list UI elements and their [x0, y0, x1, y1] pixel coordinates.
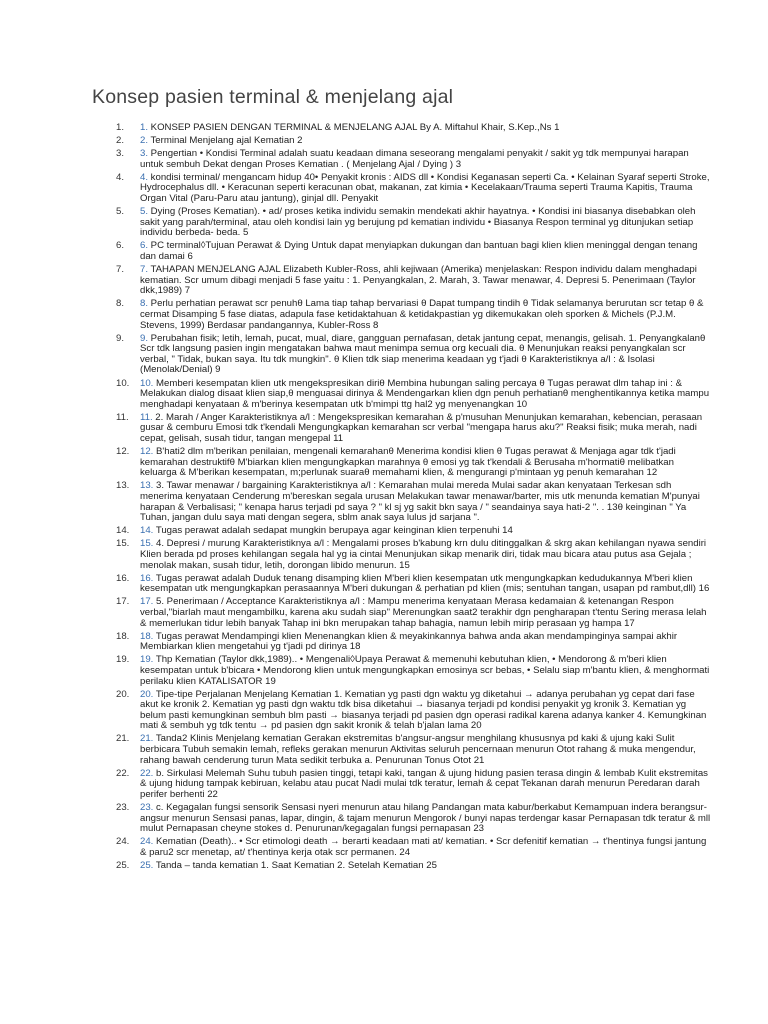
item-text: Tugas perawat Mendampingi klien Menenangkan klien & meyakinkannya bahwa anda akan mendampinginya sampai akhir Membiarkan klien mengetahui yg t'jadi pd dirinya 18	[140, 630, 678, 653]
item-link[interactable]: 24.	[140, 836, 154, 848]
list-marker: 8.	[116, 298, 125, 310]
list-marker: 24.	[116, 836, 130, 848]
item-link[interactable]: 10.	[140, 377, 154, 389]
page-title: Konsep pasien terminal & menjelang ajal	[92, 86, 454, 108]
list-marker: 12.	[116, 446, 130, 458]
item-text: Tugas perawat adalah sedapat mungkin berupaya agar keinginan klien terpenuhi 14	[153, 525, 513, 537]
item-text: 2. Marah / Anger Karakteristiknya a/l : Mengekspresikan kemarahan & p'musuhan Menunjukan kemarahan, kebencian, perasaan gusar & cemburu Emosi tdk t'kendali Mengungkapkan kemarahan scr verbal "mengapa harus aku?" Reaksi fisik; muka merah, nadi cepat, gelisah, susah tidur, tangan mengepal 11	[140, 411, 703, 445]
item-text: Perubahan fisik; letih, lemah, pucat, mual, diare, gangguan pernafasan, detak jantung cepat, menangis, gelisah. 1. Penyangkalanθ Scr tdk langsung pasien ingin mengatakan bahwa maut menimpa semua org kecuali dia. θ Menunjukan reaksi penyangkalan scr verbal, " Tidak, bukan saya. Itu tdk mungkin". θ Klien tdk siap menerima keadaan yg t'jadi θ Karakteristiknya a/l : & Isolasi (Menolak/Denial) 9	[140, 332, 706, 376]
slide-text-list	[90, 123, 712, 874]
list-item	[90, 597, 712, 629]
item-link[interactable]: 7.	[140, 264, 149, 276]
item-link[interactable]: 3.	[140, 148, 149, 160]
item-text: Pengertian • Kondisi Terminal adalah suatu keadaan dimana seseorang mengalami penyakit / sakit yg tdk mempunyai harapan untuk sembuh Dekat dengan Proses Kematian . ( Menjelang Ajal / Dying ) 3	[140, 148, 689, 170]
list-item	[90, 379, 712, 411]
list-marker: 20.	[116, 688, 130, 700]
list-item	[90, 837, 712, 858]
list-item	[90, 149, 712, 170]
item-link[interactable]: 4.	[140, 171, 149, 183]
item-text: B'hati2 dlm m'berikan penilaian, mengenali kemarahanθ Menerima kondisi klien θ Tugas perawat & Menjaga agar tdk t'jadi kemarahan destruktifθ M'biarkan klien mengungkapkan marahnya θ emosi yg tak t'kendali & Berusaha m'hormatiθ melibatkan keluarga & M'berikan kesempatan, m;perlunak suaraθ memahami klien, & mengurangi p'mintaan yg penuh kemarahan 12	[140, 446, 676, 479]
list-item	[90, 207, 712, 239]
list-marker: 23.	[116, 802, 130, 814]
item-text: 4. Depresi / murung Karakteristiknya a/l : Mengalami proses b'kabung krn dulu ditinggalkan & skrg akan kehilangan nyawa sendiri Klien berada pd proses kehilangan segala hal yg ia cintai Menunjukan sikap menarik diri, tidak mau bicara atau putus asa Gejala ; menolak makan, susah tidur, letih, dorongan libido menurun. 15	[140, 538, 707, 571]
item-link[interactable]: 18.	[140, 630, 154, 642]
list-item	[90, 769, 712, 801]
item-link[interactable]: 14.	[140, 525, 154, 537]
list-marker: 4.	[116, 171, 125, 183]
item-text: 5. Penerimaan / Acceptance Karakteristiknya a/l : Mampu menerima kenyataan Merasa kedamaian & ketenangan Respon verbal,"biarlah maut mengambilku, karena aku sudah siap" Merenungkan saat2 terakhir dgn pengharapan t'tentu Sering merasa lelah & memerlukan tidur lebih banyak Tahap ini bkn merupakan tahap bahagia, namun lebih mirip perasaan yg hampa 17	[140, 596, 707, 629]
item-link[interactable]: 20.	[140, 688, 154, 700]
item-link[interactable]: 15.	[140, 538, 154, 550]
item-text: PC terminal◊Tujuan Perawat & Dying Untuk dapat menyiapkan dukungan dan bantuan bagi klien klien meninggal dengan tenang dan damai 6	[140, 240, 698, 263]
item-link[interactable]: 5.	[140, 206, 149, 218]
list-item	[90, 655, 712, 687]
list-item	[90, 173, 712, 205]
list-item	[90, 123, 712, 134]
list-item	[90, 265, 712, 297]
list-marker: 16.	[116, 572, 130, 584]
item-link[interactable]: 25.	[140, 860, 154, 871]
item-text: Terminal Menjelang ajal Kematian 2	[148, 135, 303, 147]
item-text: Tipe-tipe Perjalanan Menjelang Kematian 1. Kematian yg pasti dgn waktu yg diketahui → adanya perubahan yg cepat dari fase akut ke kronik 2. Kematian yg pasti dgn waktu tdk bisa diketahui → biasanya terjadi pd kondisi penyakit yg kronik 3. Kematian yg belum pasti kemungkinan sembuh blm pasti → biasanya terjadi pd pasien dgn operasi radikal karena adanya kanker 4. Kemungkinan mati & sembuh yg tdk tentu → pd pasien dgn sakit kronik & telah b'jalan lama 20	[140, 688, 707, 732]
item-text: kondisi terminal/ mengancam hidup 40• Penyakit kronis : AIDS dll • Kondisi Keganasan seperti Ca. • Kelainan Syaraf seperti Stroke, Hydrocephalus dll. • Keracunan seperti keracunan obat, makanan, zat kimia • Kecelakaan/Trauma seperti Trauma Kapitis, Trauma Organ Vital (Paru-Paru atau jantung), ginjal dll. Penyakit	[140, 171, 710, 205]
item-link[interactable]: 23.	[140, 802, 154, 814]
item-text: Memberi kesempatan klien utk mengekspresikan diriθ Membina hubungan saling percaya θ Tugas perawat dlm tahap ini : & Melakukan dialog disaat klien siap,θ menguasai dirinya & Mendengarkan klien dgn penuh perhatianθ menghentikannya ketika mampu menghadapi kenyataan & m'berinya kesempatan utk b'mimpi ttg hal2 yg menyenangkan 10	[140, 377, 710, 410]
list-marker: 1.	[116, 122, 125, 133]
list-marker: 17.	[116, 596, 130, 608]
item-link[interactable]: 19.	[140, 654, 154, 666]
list-marker: 3.	[116, 148, 125, 160]
list-item	[90, 241, 712, 262]
list-item	[90, 413, 712, 445]
item-link[interactable]: 8.	[140, 298, 149, 310]
item-text: 3. Tawar menawar / bargaining Karakteristiknya a/l : Kemarahan mulai mereda Mulai sadar akan kenyataan Terkesan sdh menerima kenyataan Cenderung m'bereskan segala urusan Melakukan tawar menawar/barter, mis utk menunda kematian M'punyai harapan & Verbalisasi; " kenapa harus terjadi pd saya ? " kl sj yg sakit bkn saya / " seandainya saya hati-2 ". . 13θ keinginan " Ya Tuhan, jangan dulu saya mati dengan segera, sblm anak saya lulus jd sarjana ".	[140, 480, 700, 524]
item-link[interactable]: 9.	[140, 332, 149, 344]
list-marker: 21.	[116, 733, 130, 745]
list-marker: 7.	[116, 264, 125, 276]
item-text: Tanda – tanda kematian 1. Saat Kematian 2. Setelah Kematian 25	[153, 860, 437, 871]
list-marker: 22.	[116, 767, 130, 779]
item-link[interactable]: 22.	[140, 767, 154, 779]
list-marker: 10.	[116, 377, 130, 389]
item-text: c. Kegagalan fungsi sensorik Sensasi nyeri menurun atau hilang Pandangan mata kabur/berkabut Kemampuan indera berangsur-angsur menurun Sensasi panas, lapar, dingin, & tajam menurun Mengorok / bunyi napas terdengar kasar Pernapasan tdk teratur & mll mulut Pernapasan cheyne stokes d. Penurunan/kegagalan fungsi pernapasan 23	[140, 802, 711, 835]
list-item	[90, 632, 712, 653]
item-link[interactable]: 6.	[140, 240, 149, 252]
list-marker: 2.	[116, 135, 125, 147]
item-text: b. Sirkulasi Melemah Suhu tubuh pasien tinggi, tetapi kaki, tangan & ujung hidung pasien terasa dingin & lembab Kulit ekstremitas & ujung hidung tampak kebiruan, kelabu atau pucat Nadi mulai tdk teratur, lemah & cepat Tekanan darah menurun Peredaran darah perifer berhenti 22	[140, 767, 708, 800]
list-item	[90, 526, 712, 537]
item-link[interactable]: 21.	[140, 733, 154, 745]
list-item	[90, 734, 712, 766]
list-marker: 9.	[116, 332, 125, 344]
list-item	[90, 803, 712, 835]
item-text: Kematian (Death).. • Scr etimologi death → berarti keadaan mati at/ kematian. • Scr defenitif kematian → t'hentinya fungsi jantung & paru2 scr menetap, at/ t'hentinya kerja otak scr permanen. 24	[140, 836, 707, 858]
list-item	[90, 136, 712, 147]
list-marker: 13.	[116, 480, 130, 492]
item-text: KONSEP PASIEN DENGAN TERMINAL & MENJELANG AJAL By A. Miftahul Khair, S.Kep.,Ns 1	[148, 122, 560, 133]
list-item	[90, 690, 712, 732]
list-marker: 15.	[116, 538, 130, 550]
item-link[interactable]: 2.	[140, 135, 149, 147]
list-marker: 14.	[116, 525, 130, 537]
list-item	[90, 539, 712, 571]
item-link[interactable]: 1.	[140, 122, 149, 133]
item-link[interactable]: 12.	[140, 446, 154, 458]
list-marker: 11.	[116, 411, 129, 423]
item-text: Tanda2 Klinis Menjelang kematian Gerakan ekstremitas b'angsur-angsur menghilang khususnya pd kaki & ujung kaki Sulit berbicara Tubuh semakin lemah, refleks gerakan menurun Aktivitas seluruh pencernaan menurun Otot rahang & muka mengendur, rahang bawah cenderung turun Mata sedikit terbuka a. Penurunan Tonus Otot 21	[140, 733, 696, 766]
list-marker: 6.	[116, 240, 125, 252]
list-item	[90, 861, 712, 872]
list-marker: 19.	[116, 654, 130, 666]
list-item	[90, 447, 712, 479]
item-link[interactable]: 11.	[140, 411, 153, 423]
list-item	[90, 334, 712, 376]
item-text: TAHAPAN MENJELANG AJAL Elizabeth Kubler-Ross, ahli kejiwaan (Amerika) menjelaskan: Respon individu dalam menghadapi kematian. Scr umum dibagi menjadi 5 fase yaitu : 1. Penyangkalan, 2. Marah, 3. Tawar menawar, 4. Depresi 5. Penerimaan (Taylor dkk,1989) 7	[140, 264, 697, 297]
list-marker: 18.	[116, 630, 130, 642]
list-item	[90, 481, 712, 523]
item-text: Perlu perhatian perawat scr penuhθ Lama tiap tahap bervariasi θ Dapat tumpang tindih θ Tidak selamanya berurutan scr tetap θ & cermat Disamping 5 fase diatas, adapula fase ketidaktahuan & ketidakpastian yg dikemukakan oleh sporken & Michels (P.J.M. Stevens, 1999) Berdasar pandangannya, Kubler-Ross 8	[140, 298, 704, 331]
item-link[interactable]: 17.	[140, 596, 154, 608]
item-link[interactable]: 13.	[140, 480, 154, 492]
item-link[interactable]: 16.	[140, 572, 154, 584]
list-marker: 5.	[116, 206, 125, 218]
list-marker: 25.	[116, 860, 130, 871]
list-item	[90, 299, 712, 331]
item-text: Dying (Proses Kematian). • ad/ proses ketika individu semakin mendekati akhir hayatnya. • Kondisi ini biasanya disebabkan oleh sakit yang parah/terminal, atau oleh kondisi lain yg berujung pd kematian individu • Biasanya Respon terminal yg ditunjukan setiap individu berbeda- beda. 5	[140, 206, 696, 239]
item-text: Tugas perawat adalah Duduk tenang disamping klien M'beri klien kesempatan utk mengungkapkan kedudukannya M'beri klien kesempatan utk mengungkapkan perasaannya M'beri dukungan & perhatian pd klien (mis; sentuhan tangan, usapan pd rambut,dll) 16	[140, 572, 710, 595]
list-item	[90, 574, 712, 595]
item-text: Thp Kematian (Taylor dkk,1989).. • Mengenali◊Upaya Perawat & memenuhi kebutuhan klien, • Mendorong & m'beri klien kesempatan untuk b'bicara • Mendorong klien untuk mengungkapkan emosinya scr bebas, • Selalu siap m'bantu klien, & menghormati perilaku klien KATALISATOR 19	[140, 654, 710, 687]
